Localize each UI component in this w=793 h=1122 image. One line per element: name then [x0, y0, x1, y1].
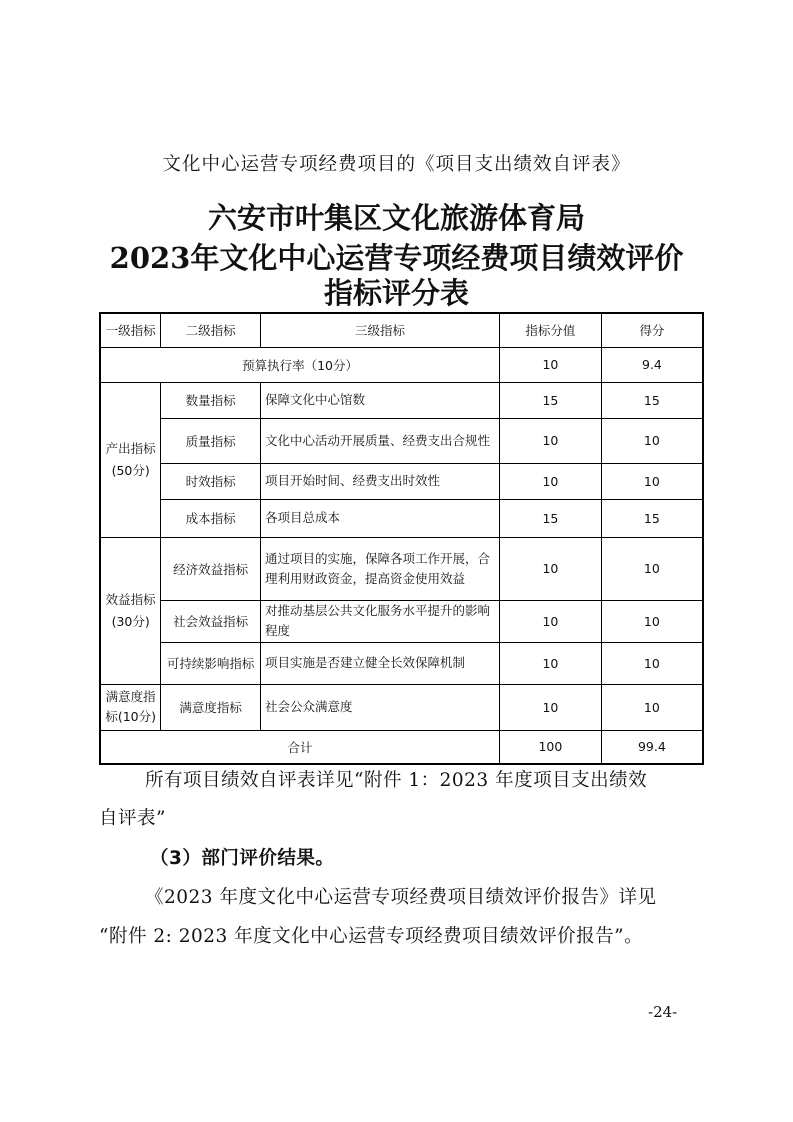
- body-paragraph-2: 《2023 年度文化中心运营专项经费项目绩效评价报告》详见: [145, 887, 657, 908]
- value-cell: 10: [500, 600, 602, 642]
- score-cell: 10: [601, 642, 703, 684]
- value-cell: 10: [500, 684, 602, 730]
- header-row: [100, 313, 703, 347]
- total-label: 合计: [100, 730, 500, 764]
- level2-cell: 时效指标: [161, 463, 261, 499]
- score-cell: 10: [601, 537, 703, 600]
- table-row: [100, 463, 703, 499]
- value-cell: 10: [500, 537, 602, 600]
- budget-score: 9.4: [601, 347, 703, 382]
- total-value: 100: [500, 730, 602, 764]
- score-cell: 10: [601, 418, 703, 463]
- level2-cell: 质量指标: [161, 418, 261, 463]
- body-paragraph-1-cont: 自评表”: [99, 808, 166, 829]
- level2-cell: 社会效益指标: [161, 600, 261, 642]
- group-label: 满意度指标(10分): [100, 684, 161, 730]
- body-paragraph-1: 所有项目绩效自评表详见“附件 1：2023 年度项目支出绩效: [145, 770, 648, 791]
- score-cell: 15: [601, 382, 703, 418]
- table-row: [100, 382, 703, 418]
- score-cell: 10: [601, 684, 703, 730]
- header-cell: 一级指标: [100, 313, 161, 347]
- header-cell: 得分: [601, 313, 703, 347]
- value-cell: 10: [500, 463, 602, 499]
- page-title-line3: 指标评分表: [323, 276, 469, 310]
- value-cell: 10: [500, 642, 602, 684]
- table-row: [100, 600, 703, 642]
- level2-cell: 满意度指标: [161, 684, 261, 730]
- level2-cell: 数量指标: [161, 382, 261, 418]
- value-cell: 10: [500, 418, 602, 463]
- score-cell: 10: [601, 600, 703, 642]
- total-row: [100, 730, 703, 764]
- header-cell: 指标分值: [500, 313, 602, 347]
- group-label: 产出指标 (50分): [100, 382, 161, 537]
- level3-cell: 对推动基层公共文化服务水平提升的影响程度: [261, 600, 500, 642]
- level2-cell: 成本指标: [161, 499, 261, 537]
- score-cell: 10: [601, 463, 703, 499]
- level3-cell: 项目实施是否建立健全长效保障机制: [261, 642, 500, 684]
- budget-row: [100, 347, 703, 382]
- value-cell: 15: [500, 382, 602, 418]
- level3-cell: 项目开始时间、经费支出时效性: [261, 463, 500, 499]
- page-number: -24-: [648, 1003, 678, 1021]
- body-paragraph-2-cont: “附件 2: 2023 年度文化中心运营专项经费项目绩效评价报告”。: [99, 926, 644, 947]
- level2-cell: 可持续影响指标: [161, 642, 261, 684]
- intro-line: 文化中心运营专项经费项目的《项目支出绩效自评表》: [162, 154, 631, 175]
- page-title-line1: 六安市叶集区文化旅游体育局: [207, 201, 585, 235]
- header-cell: 二级指标: [161, 313, 261, 347]
- table-row: [100, 684, 703, 730]
- level3-cell: 保障文化中心馆数: [261, 382, 500, 418]
- level3-cell: 通过项目的实施，保障各项工作开展，合理利用财政资金，提高资金使用效益: [261, 537, 500, 600]
- level2-cell: 经济效益指标: [161, 537, 261, 600]
- level3-cell: 社会公众满意度: [261, 684, 500, 730]
- value-cell: 15: [500, 499, 602, 537]
- level3-cell: 各项目总成本: [261, 499, 500, 537]
- header-cell: 三级指标: [261, 313, 500, 347]
- table-row: [100, 642, 703, 684]
- total-score: 99.4: [601, 730, 703, 764]
- group-label: 效益指标 (30分): [100, 537, 161, 684]
- budget-value: 10: [500, 347, 602, 382]
- section-heading: （3）部门评价结果。: [150, 848, 335, 869]
- table-row: [100, 499, 703, 537]
- budget-label: 预算执行率（10分）: [100, 347, 500, 382]
- table-row: [100, 537, 703, 600]
- score-table: [99, 312, 704, 765]
- score-cell: 15: [601, 499, 703, 537]
- level3-cell: 文化中心活动开展质量、经费支出合规性: [261, 418, 500, 463]
- table-row: [100, 418, 703, 463]
- page-title-line2: 2023年文化中心运营专项经费项目绩效评价: [109, 241, 684, 275]
